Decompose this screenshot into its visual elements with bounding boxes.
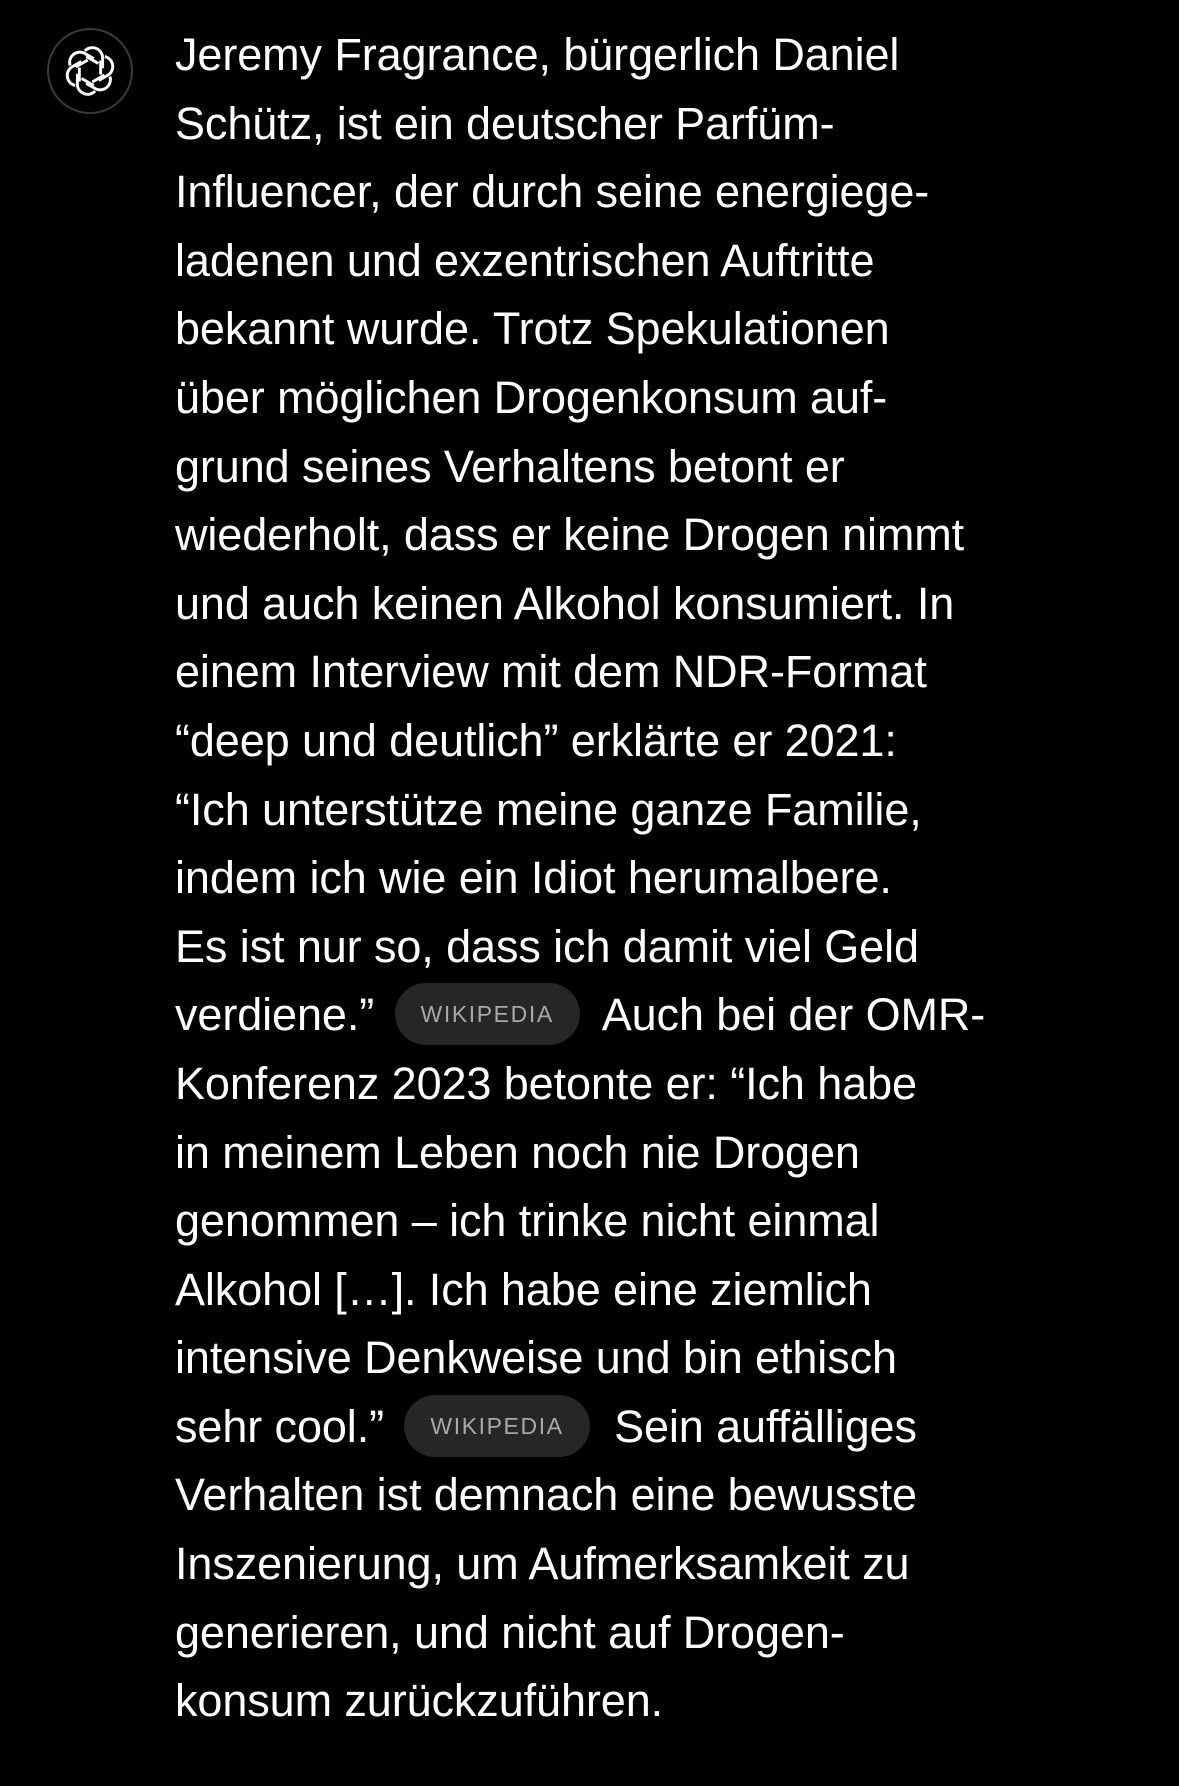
text-line: Konferenz 2023 betonte er: “Ich habe	[175, 1057, 917, 1109]
citation-chip-wikipedia[interactable]: WIKIPEDIA	[395, 983, 580, 1045]
text-line: indem ich wie ein Idiot herumalbere.	[175, 852, 892, 904]
text-line: über möglichen Drogenkonsum auf-	[175, 371, 888, 423]
text-line: ladenen und exzentrischen Auftritte	[175, 234, 875, 286]
text-line: intensive Denkweise und bin ethisch	[175, 1332, 897, 1384]
text-line: in meinem Leben noch nie Drogen	[175, 1126, 860, 1178]
text-line: Verhalten ist demnach eine bewusste	[175, 1469, 917, 1521]
text-line: Inszenierung, um Aufmerksamkeit zu	[175, 1538, 910, 1590]
text-line: einem Interview mit dem NDR-Format	[175, 646, 927, 698]
message-text	[175, 21, 1095, 1736]
text-line: grund seines Verhaltens betont er	[175, 440, 845, 492]
openai-logo-icon	[62, 43, 118, 99]
citation-chip-wikipedia[interactable]: WIKIPEDIA	[404, 1395, 589, 1457]
text-line: genommen – ich trinke nicht einmal	[175, 1195, 880, 1247]
text-line-with-citation	[175, 981, 1095, 1050]
text-line: Influencer, der durch seine energiege-	[175, 166, 930, 218]
text-line: konsum zurückzuführen.	[175, 1675, 664, 1727]
text-line: wiederholt, dass er keine Drogen nimmt	[175, 509, 965, 561]
text-segment: verdiene.”	[175, 989, 375, 1041]
text-line-with-citation	[175, 1393, 1095, 1462]
assistant-avatar	[47, 28, 133, 114]
text-line: “Ich unterstütze meine ganze Familie,	[175, 783, 922, 835]
text-line: “deep und deutlich” erklärte er 2021:	[175, 714, 897, 766]
text-segment: sehr cool.”	[175, 1400, 384, 1452]
text-line: Es ist nur so, dass ich damit viel Geld	[175, 920, 919, 972]
text-line: bekannt wurde. Trotz Spekulationen	[175, 303, 890, 355]
text-line: Alkohol […]. Ich habe eine ziemlich	[175, 1263, 872, 1315]
text-line: Jeremy Fragrance, bürgerlich Daniel	[175, 29, 900, 80]
text-line: und auch keinen Alkohol konsumiert. In	[175, 577, 955, 629]
text-line: Schütz, ist ein deutscher Parfüm-	[175, 97, 835, 149]
text-segment: Auch bei der OMR-	[601, 989, 986, 1041]
text-segment: Sein auffälliges	[614, 1400, 917, 1452]
text-line: generieren, und nicht auf Drogen-	[175, 1606, 845, 1658]
